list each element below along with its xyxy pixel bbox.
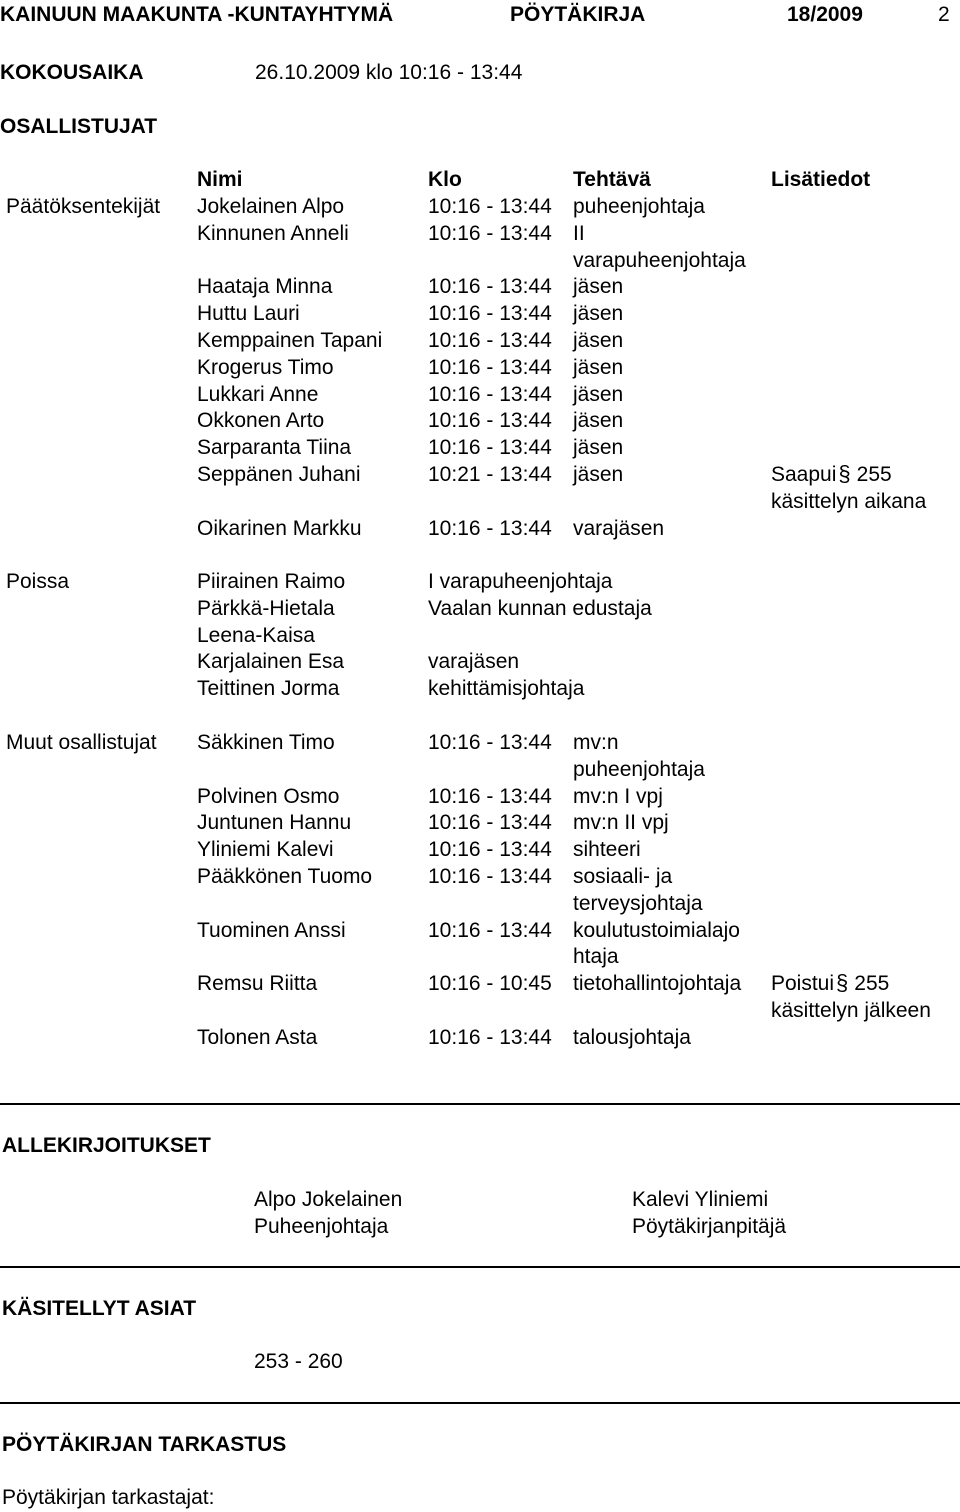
participant-role: koulutustoimialajo (573, 919, 740, 942)
participant-name: Sarparanta Tiina (197, 436, 352, 459)
participant-row-continuation (0, 489, 960, 516)
participant-role: jäsen (573, 356, 624, 379)
participant-row (0, 408, 960, 435)
section-divider (0, 1103, 960, 1105)
participant-role: sosiaali- ja (573, 865, 673, 888)
additional-info (771, 971, 889, 998)
participant-time: 10:16 - 13:44 (428, 785, 552, 808)
participant-row (0, 462, 960, 489)
participant-row (0, 355, 960, 382)
reviewers-label: Pöytäkirjan tarkastajat: (2, 1486, 215, 1509)
participant-name: Kemppainen Tapani (197, 329, 383, 352)
other-participant-row (0, 971, 960, 998)
handled-items-value: 253 - 260 (254, 1350, 343, 1373)
participant-name: Okkonen Arto (197, 409, 325, 432)
participant-role-cont: terveysjohtaja (573, 892, 703, 915)
other-participant-row (0, 864, 960, 891)
participant-role: sihteeri (573, 838, 641, 861)
participant-time: 10:21 - 13:44 (428, 463, 552, 486)
participant-row (0, 274, 960, 301)
participant-time: 10:16 - 13:44 (428, 436, 552, 459)
participant-name: Kinnunen Anneli (197, 222, 349, 245)
participant-role: jäsen (573, 329, 624, 352)
additional-info (771, 462, 892, 489)
participant-name: Krogerus Timo (197, 356, 334, 379)
participant-name: Lukkari Anne (197, 383, 319, 406)
secretary-title: Pöytäkirjanpitäjä (632, 1215, 787, 1238)
participant-name: Säkkinen Timo (197, 731, 335, 754)
participant-name: Tolonen Asta (197, 1026, 318, 1049)
additional-info-cont: käsittelyn jälkeen (771, 999, 931, 1022)
column-header-info: Lisätiedot (771, 168, 871, 191)
participant-time: 10:16 - 13:44 (428, 329, 552, 352)
participant-time: 10:16 - 13:44 (428, 731, 552, 754)
review-title: PÖYTÄKIRJAN TARKASTUS (2, 1433, 287, 1456)
participant-time: 10:16 - 13:44 (428, 275, 552, 298)
participant-role: jäsen (573, 409, 624, 432)
participant-time: 10:16 - 13:44 (428, 865, 552, 888)
participant-role-cont: puheenjohtaja (573, 758, 705, 781)
participant-name: Oikarinen Markku (197, 517, 362, 540)
participant-name: Pääkkönen Tuomo (197, 865, 373, 888)
participant-role: jäsen (573, 463, 624, 486)
organization-name: KAINUUN MAAKUNTA -KUNTAYHTYMÄ (0, 3, 394, 26)
participant-time: 10:16 - 13:44 (428, 195, 552, 218)
additional-info-cont: käsittelyn aikana (771, 490, 927, 513)
absent-name: Piirainen Raimo (197, 570, 346, 593)
other-participant-row-continuation (0, 998, 960, 1025)
participant-name: Remsu Riitta (197, 972, 318, 995)
absent-role: I varapuheenjohtaja (428, 570, 613, 593)
participant-time: 10:16 - 13:44 (428, 919, 552, 942)
absent-name: Pärkkä-Hietala (197, 597, 335, 620)
participant-role-cont: htaja (573, 945, 619, 968)
other-participant-row (0, 810, 960, 837)
participant-row (0, 516, 960, 543)
participant-row (0, 328, 960, 355)
other-participant-row (0, 918, 960, 945)
signatures-title: ALLEKIRJOITUKSET (2, 1134, 211, 1157)
participant-name: Juntunen Hannu (197, 811, 352, 834)
absent-role: Vaalan kunnan edustaja (428, 597, 652, 620)
chair-name: Alpo Jokelainen (254, 1188, 403, 1211)
participant-role: puheenjohtaja (573, 195, 705, 218)
section-divider (0, 1402, 960, 1404)
participant-name: Yliniemi Kalevi (197, 838, 334, 861)
other-participant-row-continuation (0, 891, 960, 918)
other-participant-row (0, 837, 960, 864)
participant-time: 10:16 - 13:44 (428, 222, 552, 245)
chair-title: Puheenjohtaja (254, 1215, 389, 1238)
other-participant-row (0, 730, 960, 757)
other-participant-row-continuation (0, 757, 960, 784)
participant-role: jäsen (573, 302, 624, 325)
participant-time: 10:16 - 10:45 (428, 972, 552, 995)
group-label: Poissa (6, 570, 70, 593)
column-header-role: Tehtävä (573, 168, 651, 191)
participant-role: talousjohtaja (573, 1026, 691, 1049)
absent-row (0, 569, 960, 596)
participant-name: Haataja Minna (197, 275, 333, 298)
participant-time: 10:16 - 13:44 (428, 302, 552, 325)
secretary-name: Kalevi Yliniemi (632, 1188, 769, 1211)
participant-role: mv:n I vpj (573, 785, 663, 808)
absent-row (0, 676, 960, 703)
other-participant-row (0, 784, 960, 811)
absent-row-continuation (0, 623, 960, 650)
page-number: 2 (938, 3, 950, 26)
participant-row (0, 382, 960, 409)
participant-time: 10:16 - 13:44 (428, 811, 552, 834)
additional-info-text: Saapui (771, 463, 837, 486)
group-label: Päätöksentekijät (6, 195, 161, 218)
participant-name: Polvinen Osmo (197, 785, 340, 808)
section-mark-icon: § (838, 461, 851, 486)
participant-role: mv:n (573, 731, 619, 754)
handled-items-title: KÄSITELLYT ASIAT (2, 1297, 197, 1320)
absent-role: kehittämisjohtaja (428, 677, 585, 700)
section-divider (0, 1266, 960, 1268)
document-type: PÖYTÄKIRJA (510, 3, 646, 26)
additional-info-text: Poistui (771, 972, 835, 995)
absent-name: Teittinen Jorma (197, 677, 340, 700)
participant-time: 10:16 - 13:44 (428, 838, 552, 861)
column-header-name: Nimi (197, 168, 243, 191)
participant-role: jäsen (573, 383, 624, 406)
participant-time: 10:16 - 13:44 (428, 383, 552, 406)
absent-role: varajäsen (428, 650, 520, 673)
participant-role-cont: varapuheenjohtaja (573, 249, 746, 272)
participant-name: Jokelainen Alpo (197, 195, 345, 218)
other-participant-row-continuation (0, 944, 960, 971)
participant-role: mv:n II vpj (573, 811, 669, 834)
participant-name: Huttu Lauri (197, 302, 300, 325)
participant-time: 10:16 - 13:44 (428, 517, 552, 540)
participant-row (0, 194, 960, 221)
column-header-time: Klo (428, 168, 462, 191)
participants-header-row (0, 167, 960, 194)
participant-time: 10:16 - 13:44 (428, 356, 552, 379)
absent-name: Karjalainen Esa (197, 650, 345, 673)
section-number: 255 (854, 972, 890, 995)
section-number: 255 (856, 463, 892, 486)
participant-row (0, 221, 960, 248)
group-label: Muut osallistujat (6, 731, 157, 754)
participant-name: Seppänen Juhani (197, 463, 361, 486)
participant-row-continuation (0, 248, 960, 275)
absent-name-cont: Leena-Kaisa (197, 624, 315, 647)
participant-row (0, 301, 960, 328)
other-participant-row (0, 1025, 960, 1052)
absent-row (0, 596, 960, 623)
meeting-time-value: 26.10.2009 klo 10:16 - 13:44 (255, 61, 523, 84)
participant-row (0, 435, 960, 462)
section-mark-icon: § (836, 970, 849, 995)
absent-row (0, 649, 960, 676)
participants-title: OSALLISTUJAT (0, 115, 158, 138)
participant-role: jäsen (573, 275, 624, 298)
meeting-time-label: KOKOUSAIKA (0, 61, 144, 84)
participant-role: II (573, 222, 585, 245)
participant-time: 10:16 - 13:44 (428, 1026, 552, 1049)
participant-name: Tuominen Anssi (197, 919, 346, 942)
participant-role: jäsen (573, 436, 624, 459)
participant-time: 10:16 - 13:44 (428, 409, 552, 432)
participant-role: tietohallintojohtaja (573, 972, 742, 995)
document-number: 18/2009 (787, 3, 863, 26)
participant-role: varajäsen (573, 517, 665, 540)
